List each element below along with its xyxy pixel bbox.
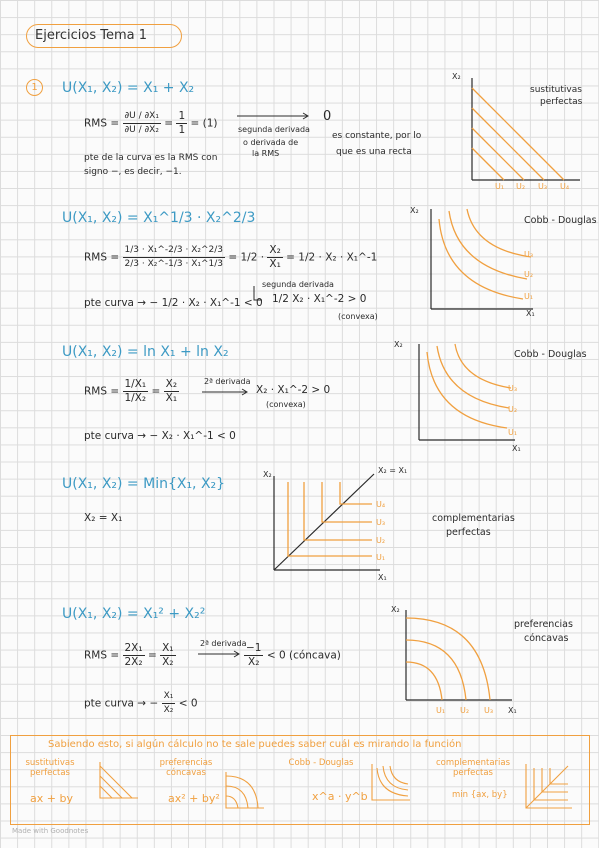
s3-rms-den: 1/X₂: [124, 392, 147, 404]
s1-graph-caption-1: sustitutivas: [530, 85, 582, 95]
goodnotes-watermark: Made with Goodnotes: [12, 827, 89, 835]
s2-graph-caption: Cobb - Douglas: [524, 215, 597, 226]
s1-arrow-note1: o derivada de: [243, 138, 299, 147]
s2-deriv-label: segunda derivada: [262, 280, 334, 289]
s5-pte-frac: [162, 690, 176, 717]
s2-graph-y-label: X₂: [410, 206, 419, 215]
summary-item-2-formula: ax² + by²: [168, 792, 220, 805]
s1-note-2: que es una recta: [336, 147, 412, 157]
s5-graph: [398, 604, 518, 712]
s1-arrow-note2: la RMS: [252, 149, 280, 158]
s1-arrow: [237, 112, 317, 122]
s2-simp-num: X₂: [269, 244, 281, 256]
s5-graph-caption-2: cóncavas: [524, 633, 569, 644]
s1-note-1: es constante, por lo: [332, 131, 422, 141]
s3-utility: U(X₁, X₂) = ln X₁ + ln X₂: [62, 344, 229, 360]
s2-rms-label: RMS =: [84, 251, 120, 264]
s3-graph-caption: Cobb - Douglas: [514, 349, 587, 360]
s3-graph-u2: U₂: [508, 405, 518, 414]
s1-rms-label: RMS =: [84, 117, 120, 130]
s1-graph-caption-2: perfectas: [540, 97, 583, 107]
s3-graph-x-label: X₁: [512, 444, 521, 453]
s2-simp-den: X₁: [269, 258, 281, 270]
s2-rms-den: 2/3 · X₂^-1/3 · X₁^1/3: [124, 259, 223, 269]
s1-utility: U(X₁, X₂) = X₁ + X₂: [62, 80, 195, 96]
s4-graph-u1: U₁: [376, 553, 386, 562]
s5-pte-den: X₂: [163, 705, 174, 715]
s4-utility: U(X₁, X₂) = Min{X₁, X₂}: [62, 476, 226, 492]
s5-pte-num: X₁: [162, 690, 176, 704]
s5-pte: [84, 690, 198, 717]
s5-simp-den: X₂: [162, 656, 174, 668]
s1-one-frac: [176, 110, 187, 137]
s1-graph-u3: U₃: [538, 182, 548, 191]
s3-deriv-label: 2ª derivada: [204, 377, 251, 386]
s2-rms: [84, 244, 377, 271]
summary-item-4-graph: [524, 762, 574, 812]
s3-graph-u1: U₁: [508, 428, 518, 437]
page-title: Ejercicios Tema 1: [35, 28, 148, 43]
s5-deriv-num: −1: [246, 642, 262, 654]
s4-graph-line-label: X₂ = X₁: [378, 466, 408, 475]
s1-rms-den: ∂U / ∂X₂: [124, 125, 159, 135]
summary-item-4-formula: min {ax, by}: [452, 790, 508, 800]
s2-graph-u3: U₃: [524, 250, 534, 259]
s3-rms: [84, 378, 179, 405]
s1-rms: [84, 110, 217, 137]
s3-pte: pte curva → − X₂ · X₁^-1 < 0: [84, 430, 236, 442]
s4-graph-u2: U₂: [376, 536, 386, 545]
summary-item-4-label: complementarias perfectas: [435, 758, 511, 778]
s1-pte-2: signo −, es decir, −1.: [84, 167, 182, 177]
s3-graph-y-label: X₂: [394, 340, 403, 349]
s2-deriv-result: 1/2 X₂ · X₁^-2 > 0: [272, 293, 367, 305]
s3-simp-frac: [164, 378, 179, 405]
s3-eq: =: [151, 385, 161, 398]
s3-simp-den: X₁: [165, 392, 178, 404]
s5-graph-x-label: X₁: [508, 706, 517, 715]
summary-item-2-label: preferencias cóncavas: [159, 758, 213, 778]
summary-item-3-graph: [370, 762, 412, 804]
s5-graph-caption-1: preferencias: [514, 619, 573, 630]
s1-rms-frac: [123, 110, 161, 137]
s4-graph-u4: U₄: [376, 500, 386, 509]
s3-rms-frac: [123, 378, 149, 405]
s3-rms-num: 1/X₁: [124, 378, 147, 390]
s2-rms-frac: [123, 244, 226, 271]
summary-intro: Sabiendo esto, si algún cálculo no te sale puedes saber cuál es mirando la función: [48, 739, 462, 750]
s5-eq: =: [147, 649, 157, 662]
s5-deriv-den: X₂: [248, 656, 260, 668]
s3-deriv-arrow: [202, 388, 252, 398]
s5-deriv-tail: < 0 (cóncava): [266, 649, 341, 662]
s1-arrow-result: 0: [323, 109, 332, 124]
s5-graph-u3: U₃: [484, 706, 494, 715]
s1-one-den: 1: [178, 124, 186, 136]
s1-rms-eq: =: [164, 117, 174, 130]
summary-item-3-label: Cobb - Douglas: [288, 758, 354, 768]
exercise-number: 1: [26, 79, 43, 96]
s2-utility: U(X₁, X₂) = X₁^1/3 · X₂^2/3: [62, 210, 256, 226]
s2-graph-u1: U₁: [524, 292, 534, 301]
s5-graph-y-label: X₂: [391, 605, 400, 614]
s2-graph-x-label: X₁: [526, 309, 535, 318]
s5-utility: U(X₁, X₂) = X₁² + X₂²: [62, 606, 206, 622]
s5-deriv-frac: [244, 642, 263, 669]
s5-deriv-arrow: [198, 650, 248, 660]
s5-simp-num: X₁: [162, 642, 174, 654]
summary-item-1-label: sustitutivas perfectas: [25, 758, 75, 778]
s2-convexa: (convexa): [338, 312, 378, 321]
s3-rms-label: RMS =: [84, 385, 120, 398]
s1-graph-y-label: X₂: [452, 72, 461, 81]
s1-rms-num: ∂U / ∂X₁: [123, 110, 161, 124]
s5-pte-tail: < 0: [178, 697, 198, 710]
s5-pte-label: pte curva → −: [84, 697, 159, 710]
s3-simp-num: X₂: [165, 378, 178, 390]
s5-rms: [84, 642, 176, 669]
s3-convexa: (convexa): [266, 400, 306, 409]
s5-graph-u1: U₁: [436, 706, 446, 715]
s4-graph-caption-2: perfectas: [446, 527, 491, 538]
s1-pte-1: pte de la curva es la RMS con: [84, 153, 218, 163]
s3-graph: [405, 340, 525, 452]
s1-rms-result: = (1): [190, 117, 218, 130]
s5-rms-den: 2X₂: [124, 656, 143, 668]
summary-item-1-formula: ax + by: [30, 792, 73, 805]
s5-rms-label: RMS =: [84, 649, 120, 662]
s5-graph-u2: U₂: [460, 706, 470, 715]
s4-eq: X₂ = X₁: [84, 512, 123, 524]
s1-graph-u1: U₁: [495, 182, 505, 191]
s1-graph-u2: U₂: [516, 182, 526, 191]
s4-graph-x-label: X₁: [378, 573, 387, 582]
s1-arrow-label: segunda derivada: [238, 125, 310, 134]
s4-graph: [262, 470, 392, 580]
s2-simp-a: = 1/2 ·: [228, 251, 265, 264]
s2-rms-num: 1/3 · X₁^-2/3 · X₂^2/3: [123, 244, 226, 258]
s1-one-num: 1: [178, 110, 186, 122]
s5-rms-num: 2X₁: [124, 642, 143, 654]
s5-simp-frac: [160, 642, 175, 669]
s2-graph-u2: U₂: [524, 270, 534, 279]
s5-deriv-label: 2ª derivada: [200, 639, 247, 648]
s4-graph-caption-1: complementarias: [432, 513, 515, 524]
summary-item-2-graph: [224, 770, 266, 812]
summary-item-3-formula: x^a · y^b: [312, 790, 368, 803]
s5-deriv: [244, 642, 341, 669]
s1-graph-u4: U₄: [560, 182, 570, 191]
s4-graph-u3: U₃: [376, 518, 386, 527]
s5-rms-frac: [123, 642, 145, 669]
s2-pte: pte curva → − 1/2 · X₂ · X₁^-1 < 0: [84, 297, 263, 309]
s2-simp-frac: [267, 244, 282, 271]
s2-simp-b: = 1/2 · X₂ · X₁^-1: [286, 251, 378, 264]
summary-item-1-graph: [98, 760, 140, 802]
s4-graph-y-label: X₂: [263, 470, 272, 479]
s3-graph-u3: U₃: [508, 384, 518, 393]
s3-deriv-result: X₂ · X₁^-2 > 0: [256, 384, 331, 396]
